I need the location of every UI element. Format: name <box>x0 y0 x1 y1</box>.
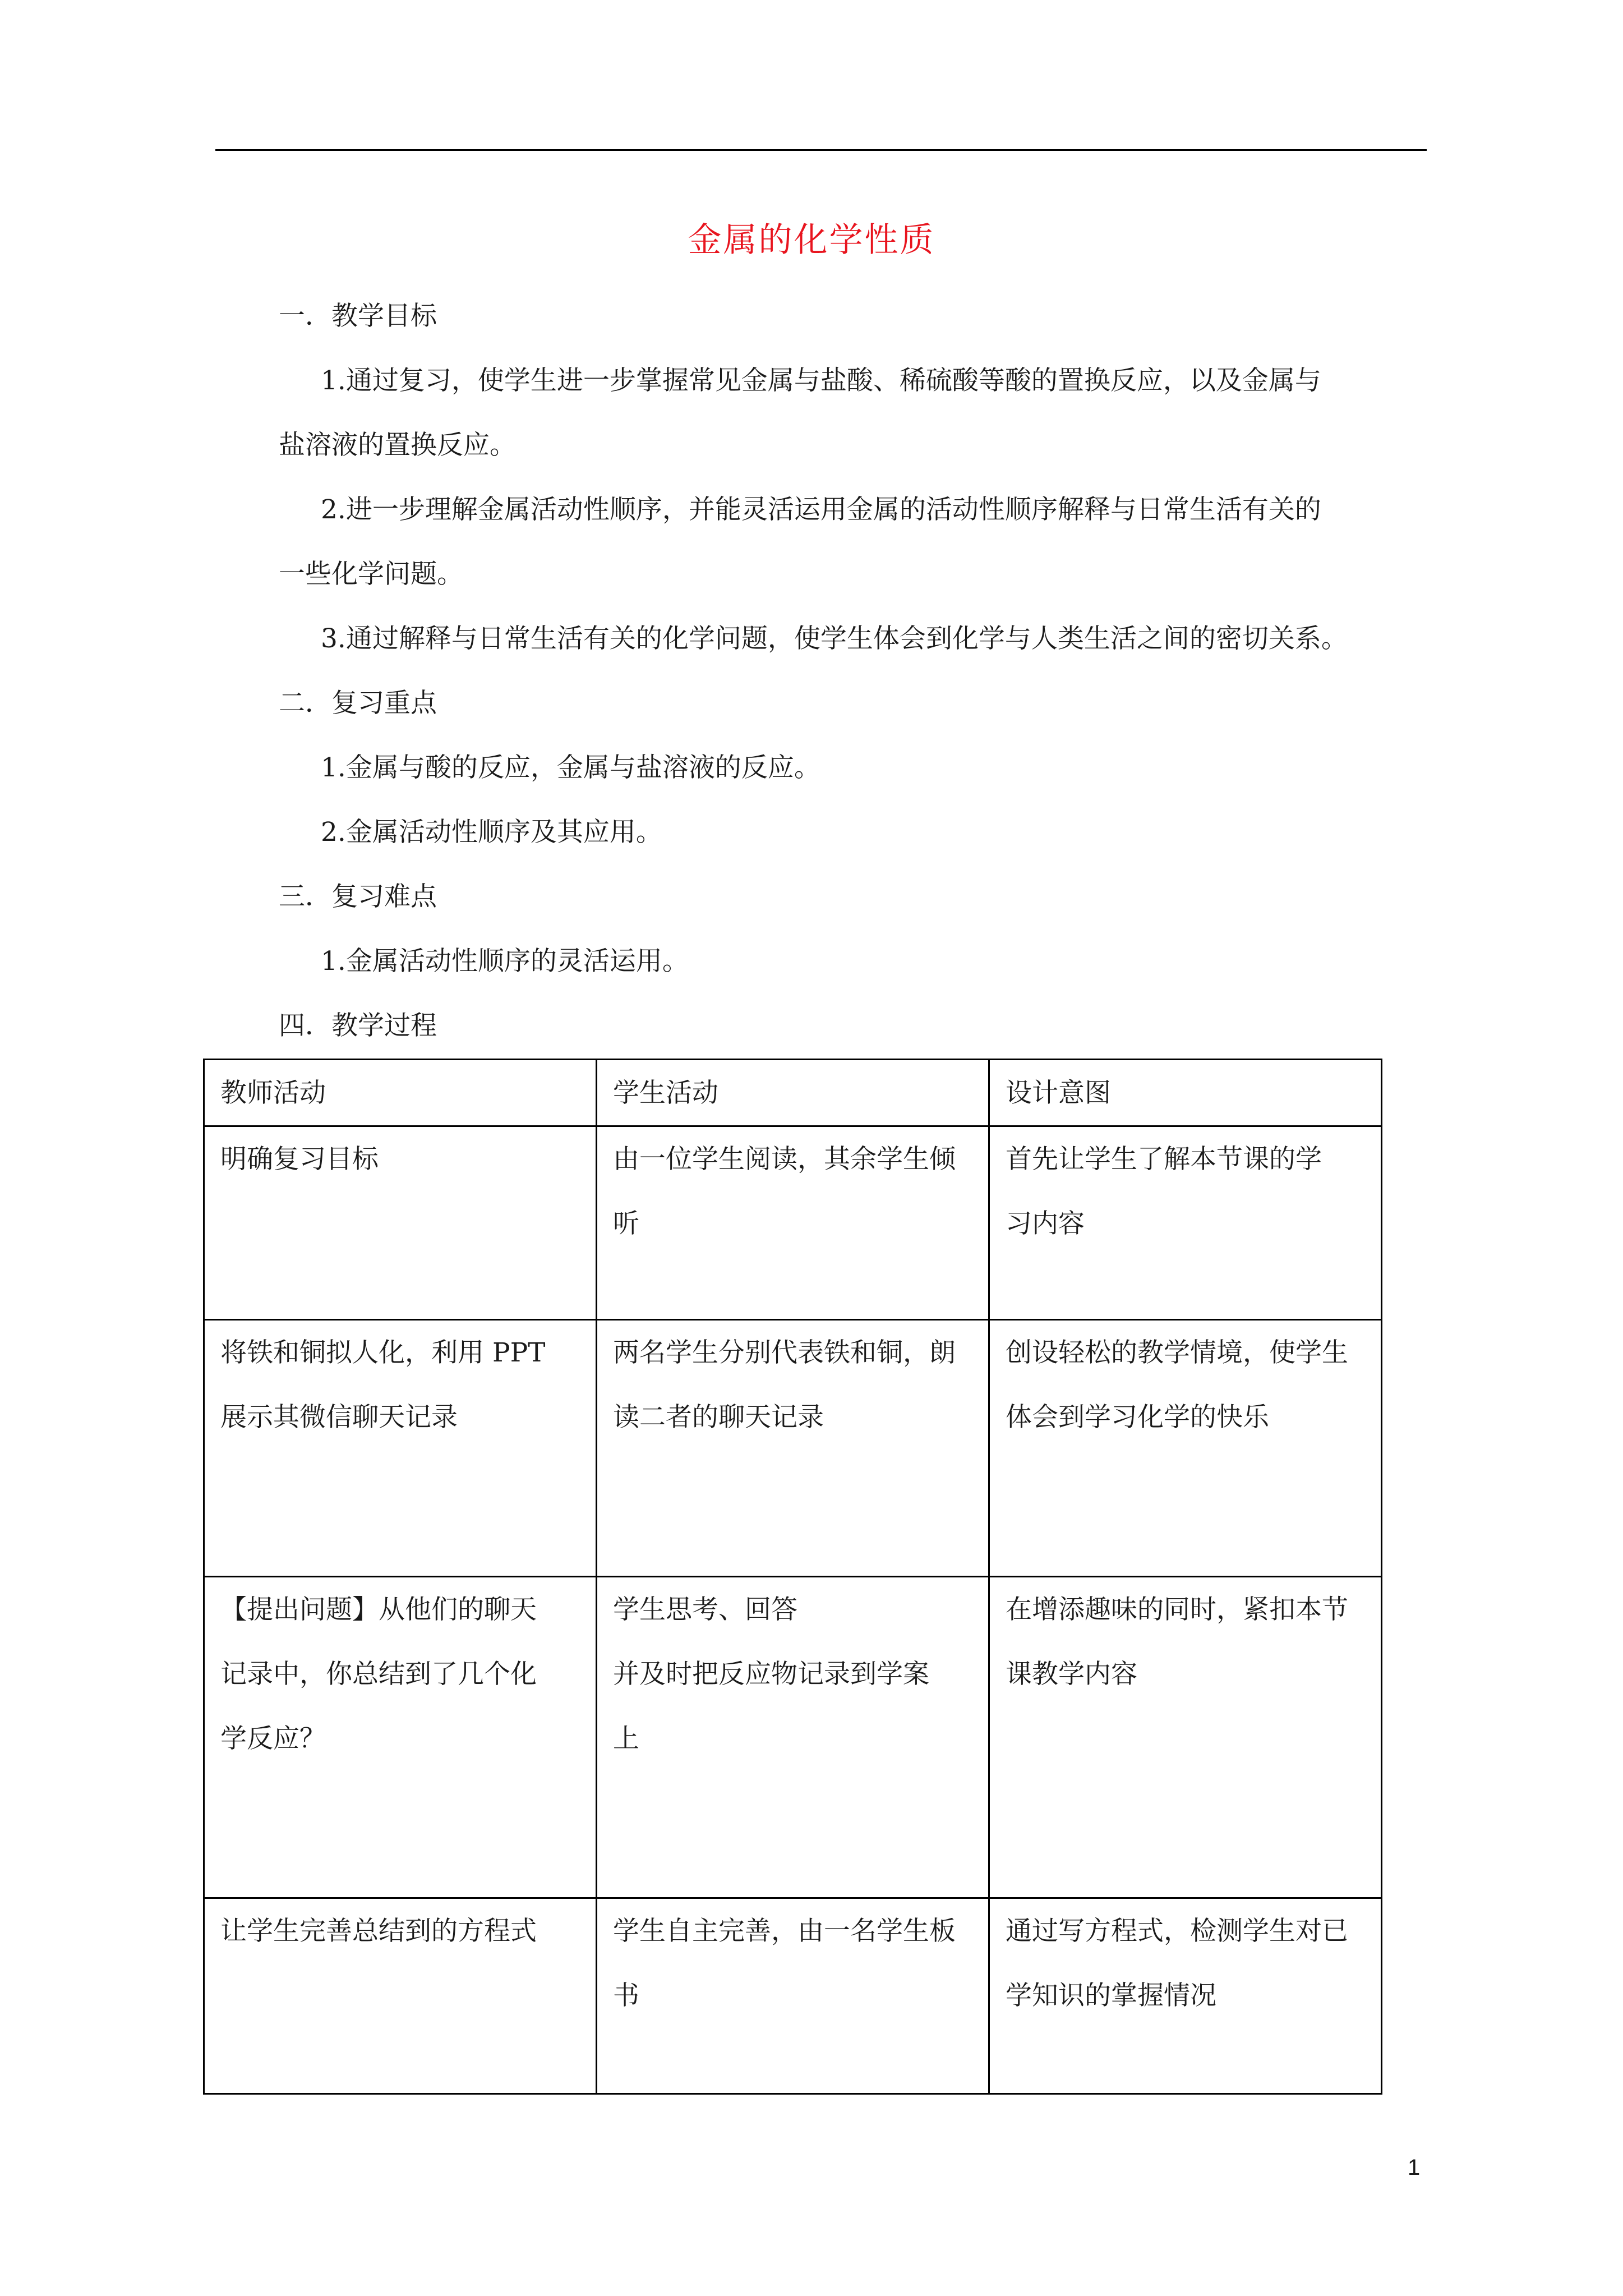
goal-2-line-2: 一些化学问题。 <box>279 559 463 590</box>
table-header-row <box>204 1060 1382 1126</box>
lesson-table <box>203 1059 1382 2095</box>
cell-text: 通过写方程式，检测学生对已 <box>1006 1916 1348 1947</box>
section-heading-key-points: 二．复习重点 <box>279 688 437 719</box>
section-heading-process: 四．教学过程 <box>279 1010 437 1041</box>
cell-text: 创设轻松的教学情境，使学生 <box>1006 1337 1348 1368</box>
table-cell <box>204 1320 597 1577</box>
cell-text: 两名学生分别代表铁和铜，朗 <box>613 1337 956 1368</box>
cell-text: 读二者的聊天记录 <box>613 1402 824 1433</box>
cell-text: 习内容 <box>1006 1208 1085 1239</box>
cell-text: 让学生完善总结到的方程式 <box>220 1916 537 1947</box>
table-cell <box>989 1898 1382 2094</box>
table-cell <box>989 1320 1382 1577</box>
cell-text: 学生自主完善，由一名学生板 <box>613 1916 956 1947</box>
cell-text: 体会到学习化学的快乐 <box>1006 1402 1269 1433</box>
difficulty-1: 1.金属活动性顺序的灵活运用。 <box>321 946 689 977</box>
cell-text: 学生思考、回答 <box>613 1594 797 1625</box>
cell-text: 上 <box>613 1723 639 1754</box>
cell-text: 并及时把反应物记录到学案 <box>613 1659 929 1690</box>
cell-text: 展示其微信聊天记录 <box>220 1402 458 1433</box>
table-row <box>204 1898 1382 2094</box>
section-heading-goals: 一．教学目标 <box>279 301 437 332</box>
cell-text: 在增添趣味的同时，紧扣本节 <box>1006 1594 1348 1625</box>
goal-1-line-2: 盐溶液的置换反应。 <box>279 430 516 461</box>
cell-text: 由一位学生阅读，其余学生倾 <box>613 1144 956 1175</box>
page-title: 金属的化学性质 <box>688 220 935 260</box>
cell-text: 书 <box>613 1980 639 2011</box>
table-cell <box>204 1126 597 1320</box>
cell-text: 【提出问题】从他们的聊天 <box>220 1594 537 1625</box>
cell-text: 听 <box>613 1208 639 1239</box>
goal-2-line-1: 2.进一步理解金属活动性顺序，并能灵活运用金属的活动性顺序解释与日常生活有关的 <box>321 494 1321 525</box>
table-cell <box>597 1577 989 1898</box>
goal-3-line-1: 3.通过解释与日常生活有关的化学问题，使学生体会到化学与人类生活之间的密切关系。 <box>321 623 1348 654</box>
goal-1-line-1: 1.通过复习，使学生进一步掌握常见金属与盐酸、稀硫酸等酸的置换反应，以及金属与 <box>321 365 1321 396</box>
cell-text: 将铁和铜拟人化，利用 PPT <box>220 1337 546 1368</box>
table-cell <box>597 1320 989 1577</box>
cell-text: 首先让学生了解本节课的学 <box>1006 1144 1322 1175</box>
table-row <box>204 1577 1382 1898</box>
cell-text: 课教学内容 <box>1006 1659 1137 1690</box>
header-label: 教师活动 <box>220 1077 326 1108</box>
cell-text: 学知识的掌握情况 <box>1006 1980 1216 2011</box>
table-row <box>204 1320 1382 1577</box>
key-point-1: 1.金属与酸的反应，金属与盐溶液的反应。 <box>321 752 820 783</box>
header-label: 设计意图 <box>1006 1077 1111 1108</box>
cell-text: 学反应？ <box>220 1723 326 1754</box>
header-rule <box>215 149 1427 151</box>
table-cell <box>204 1577 597 1898</box>
table-cell <box>989 1577 1382 1898</box>
cell-text: 记录中，你总结到了几个化 <box>220 1659 537 1690</box>
key-point-2: 2.金属活动性顺序及其应用。 <box>321 817 662 848</box>
table-row <box>204 1126 1382 1320</box>
header-label: 学生活动 <box>613 1077 718 1108</box>
table-cell <box>204 1898 597 2094</box>
table-header-intent <box>989 1060 1382 1126</box>
cell-text: 明确复习目标 <box>220 1144 379 1175</box>
section-heading-difficulties: 三．复习难点 <box>279 881 437 912</box>
table-header-student <box>597 1060 989 1126</box>
table-cell <box>597 1898 989 2094</box>
page-number: 1 <box>1408 2155 1421 2180</box>
table-cell <box>989 1126 1382 1320</box>
table-header-teacher <box>204 1060 597 1126</box>
table-cell <box>597 1126 989 1320</box>
